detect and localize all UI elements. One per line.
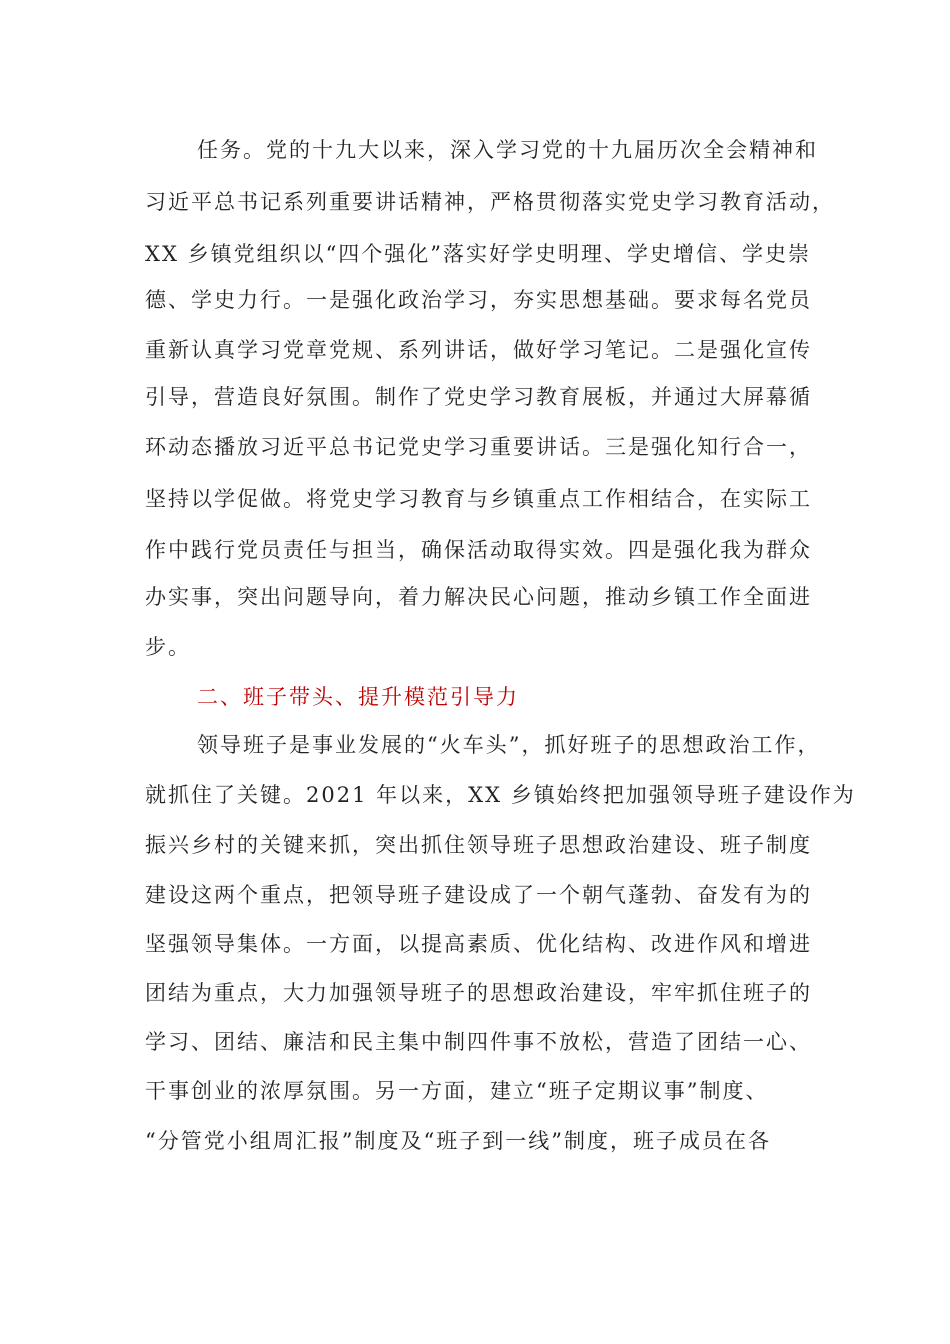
paragraph-2-line-7: 学习、团结、廉洁和民主集中制四件事不放松，营造了团结一心、: [145, 1030, 812, 1054]
paragraph-1-line-10: 办实事，突出问题导向，着力解决民心问题，推动乡镇工作全面进: [145, 585, 812, 609]
paragraph-1-line-11: 步。: [145, 635, 191, 659]
paragraph-2-line-2: 就抓住了关键。2021 年以来，XX 乡镇始终把加强领导班子建设作为: [145, 783, 856, 807]
paragraph-1-line-9: 作中践行党员责任与担当，确保活动取得实效。四是强化我为群众: [145, 538, 812, 562]
paragraph-2-line-1: 领导班子是事业发展的“火车头”，抓好班子的思想政治工作，: [197, 733, 821, 757]
paragraph-1-line-7: 环动态播放习近平总书记党史学习重要讲话。三是强化知行合一，: [145, 435, 812, 459]
section-heading: 二、班子带头、提升模范引导力: [197, 685, 519, 709]
paragraph-1-line-1: 任务。党的十九大以来，深入学习党的十九届历次全会精神和: [197, 138, 818, 162]
paragraph-2-line-9: “分管党小组周汇报”制度及“班子到一线”制度，班子成员在各: [145, 1129, 771, 1153]
paragraph-2-line-5: 坚强领导集体。一方面，以提高素质、优化结构、改进作风和增进: [145, 932, 812, 956]
paragraph-2-line-3: 振兴乡村的关键来抓，突出抓住领导班子思想政治建设、班子制度: [145, 833, 812, 857]
paragraph-1-line-8: 坚持以学促做。将党史学习教育与乡镇重点工作相结合，在实际工: [145, 487, 812, 511]
paragraph-1-line-4: 德、学史力行。一是强化政治学习，夯实思想基础。要求每名党员: [145, 288, 812, 312]
paragraph-2-line-6: 团结为重点，大力加强领导班子的思想政治建设，牢牢抓住班子的: [145, 981, 812, 1005]
paragraph-2-line-8: 干事创业的浓厚氛围。另一方面，建立“班子定期议事”制度、: [145, 1079, 769, 1103]
paragraph-1-line-6: 引导，营造良好氛围。制作了党史学习教育展板，并通过大屏幕循: [145, 385, 812, 409]
paragraph-1-line-5: 重新认真学习党章党规、系列讲话，做好学习笔记。二是强化宣传: [145, 338, 812, 362]
paragraph-2-line-4: 建设这两个重点，把领导班子建设成了一个朝气蓬勃、奋发有为的: [145, 883, 812, 907]
paragraph-1-line-2: 习近平总书记系列重要讲话精神，严格贯彻落实党史学习教育活动，: [145, 190, 835, 214]
paragraph-1-line-3: XX 乡镇党组织以“四个强化”落实好学史明理、学史增信、学史崇: [145, 242, 812, 266]
